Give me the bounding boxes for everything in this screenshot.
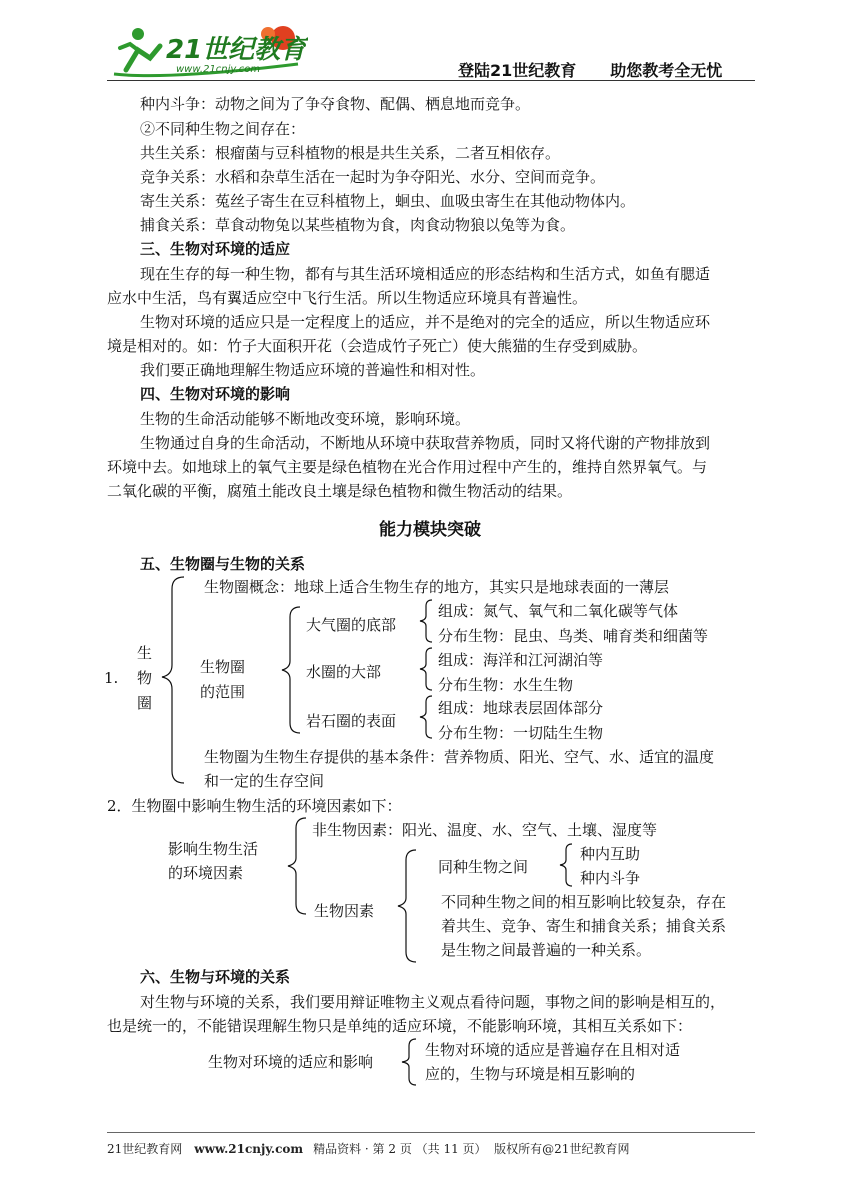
- diagram-root-char: 生: [137, 644, 153, 662]
- section-heading: 三、生物对环境的适应: [140, 240, 291, 258]
- brace-icon: [160, 575, 190, 785]
- env-factor-root: 的环境因素: [168, 864, 244, 882]
- site-logo: [108, 20, 308, 82]
- abiotic-factors: 非生物因素：阳光、温度、水、空气、土壤、湿度等: [312, 821, 658, 839]
- same-species: 同种生物之间: [438, 858, 529, 876]
- relation-text: 生物对环境的适应是普遍存在且相对适: [425, 1041, 681, 1059]
- module-title: 能力模块突破: [379, 520, 481, 540]
- header-divider: [107, 80, 755, 81]
- interspecific-text: 不同种生物之间的相互影响比较复杂，存在: [441, 893, 727, 911]
- footer-divider: [107, 1132, 755, 1133]
- paragraph: 生物的生命活动能够不断地改变环境，影响环境。: [140, 410, 471, 428]
- footer-copyright: 版权所有@21世纪教育网: [494, 1142, 630, 1156]
- brace-icon: [418, 598, 436, 644]
- atmosphere-composition: 组成：氮气、氧气和二氧化碳等气体: [438, 602, 679, 620]
- brace-icon: [396, 848, 422, 964]
- biotic-factors: 生物因素: [314, 902, 375, 920]
- hydrosphere-distribution: 分布生物：水生生物: [438, 676, 574, 694]
- hydrosphere-label: 水圈的大部: [306, 663, 382, 681]
- relation-text: 应的，生物与环境是相互影响的: [425, 1065, 636, 1083]
- atmosphere-label: 大气圈的底部: [306, 616, 397, 634]
- footer-site: 21世纪教育网: [107, 1142, 183, 1156]
- diagram-number: 1.: [104, 669, 119, 687]
- paragraph: ②不同种生物之间存在：: [140, 120, 306, 138]
- biosphere-concept: 生物圈概念：地球上适合生物生存的地方，其实只是地球表面的一薄层: [204, 578, 670, 596]
- paragraph: 也是统一的，不能错误理解生物只是单纯的适应环境，不能影响环境，其相互关系如下：: [107, 1017, 693, 1035]
- intraspecific-fight: 种内斗争: [580, 869, 641, 887]
- footer-url[interactable]: www.21cnjy.com: [194, 1142, 304, 1156]
- paragraph: 对生物与环境的关系，我们要用辩证唯物主义观点看待问题，事物之间的影响是相互的，: [140, 993, 726, 1011]
- brace-icon: [400, 1037, 420, 1087]
- hydrosphere-composition: 组成：海洋和江河湖泊等: [438, 651, 604, 669]
- footer-page: 精品资料 · 第 2 页 （共 11 页）: [313, 1142, 487, 1156]
- paragraph: 境是相对的。如：竹子大面积开花（会造成竹子死亡）使大熊猫的生存受到威胁。: [107, 337, 648, 355]
- paragraph: 寄生关系：菟丝子寄生在豆科植物上，蛔虫、血吸虫寄生在其他动物体内。: [140, 192, 636, 210]
- paragraph: 我们要正确地理解生物适应环境的普遍性和相对性。: [140, 361, 486, 379]
- diagram-root-char: 圈: [137, 694, 153, 712]
- svg-text:21世纪教育: 21世纪教育: [166, 35, 307, 65]
- section-heading: 四、生物对环境的影响: [140, 385, 291, 403]
- section-heading: 六、生物与环境的关系: [140, 968, 291, 986]
- brace-icon: [418, 646, 436, 692]
- brace-icon: [558, 842, 576, 888]
- slogan-help: 助您教考全无忧: [610, 61, 723, 80]
- biosphere-conditions: 生物圈为生物生存提供的基本条件：营养物质、阳光、空气、水、适宜的温度: [204, 748, 715, 766]
- paragraph: 现在生存的每一种生物，都有与其生活环境相适应的形态结构和生活方式，如鱼有腮适: [140, 265, 711, 283]
- relation-root: 生物对环境的适应和影响: [208, 1053, 374, 1071]
- paragraph: 生物对环境的适应只是一定程度上的适应，并不是绝对的完全的适应，所以生物适应环: [140, 313, 711, 331]
- paragraph: 环境中去。如地球上的氧气主要是绿色植物在光合作用过程中产生的，维持自然界氧气。与: [107, 458, 708, 476]
- lithosphere-distribution: 分布生物：一切陆生生物: [438, 724, 604, 742]
- paragraph: 生物通过自身的生命活动，不断地从环境中获取营养物质，同时又将代谢的产物排放到: [140, 434, 711, 452]
- page-footer: [107, 1140, 629, 1157]
- env-factor-root: 影响生物生活: [168, 840, 259, 858]
- runner-logo-icon: [108, 20, 308, 82]
- header-slogan: [458, 58, 756, 81]
- svg-text:www.21cnjy.com: www.21cnjy.com: [176, 64, 261, 75]
- lithosphere-label: 岩石圈的表面: [306, 712, 397, 730]
- brace-icon: [418, 694, 436, 740]
- lithosphere-composition: 组成：地球表层固体部分: [438, 699, 604, 717]
- paragraph: 竞争关系：水稻和杂草生活在一起时为争夺阳光、水分、空间而竞争。: [140, 168, 606, 186]
- biosphere-conditions: 和一定的生存空间: [204, 772, 325, 790]
- atmosphere-distribution: 分布生物：昆虫、鸟类、哺育类和细菌等: [438, 627, 709, 645]
- interspecific-text: 着共生、竞争、寄生和捕食关系；捕食关系: [441, 917, 727, 935]
- slogan-login: 登陆21世纪教育: [458, 61, 577, 80]
- paragraph: 共生关系：根瘤菌与豆科植物的根是共生关系，二者互相依存。: [140, 144, 561, 162]
- paragraph: 应水中生活，鸟有翼适应空中飞行生活。所以生物适应环境具有普遍性。: [107, 289, 588, 307]
- paragraph: 2．生物圈中影响生物生活的环境因素如下：: [107, 797, 402, 815]
- paragraph: 种内斗争：动物之间为了争夺食物、配偶、栖息地而竞争。: [140, 95, 531, 113]
- section-heading: 五、生物圈与生物的关系: [140, 555, 306, 573]
- paragraph: 二氧化碳的平衡，腐殖土能改良土壤是绿色植物和微生物活动的结果。: [107, 482, 573, 500]
- interspecific-text: 是生物之间最普遍的一种关系。: [441, 941, 652, 959]
- biosphere-range-label: 生物圈: [200, 658, 246, 676]
- biosphere-range-label: 的范围: [200, 683, 246, 701]
- diagram-root-char: 物: [137, 669, 153, 687]
- brace-icon: [280, 605, 306, 735]
- brace-icon: [286, 816, 312, 916]
- paragraph: 捕食关系：草食动物兔以某些植物为食，肉食动物狼以兔等为食。: [140, 216, 576, 234]
- intraspecific-help: 种内互助: [580, 845, 641, 863]
